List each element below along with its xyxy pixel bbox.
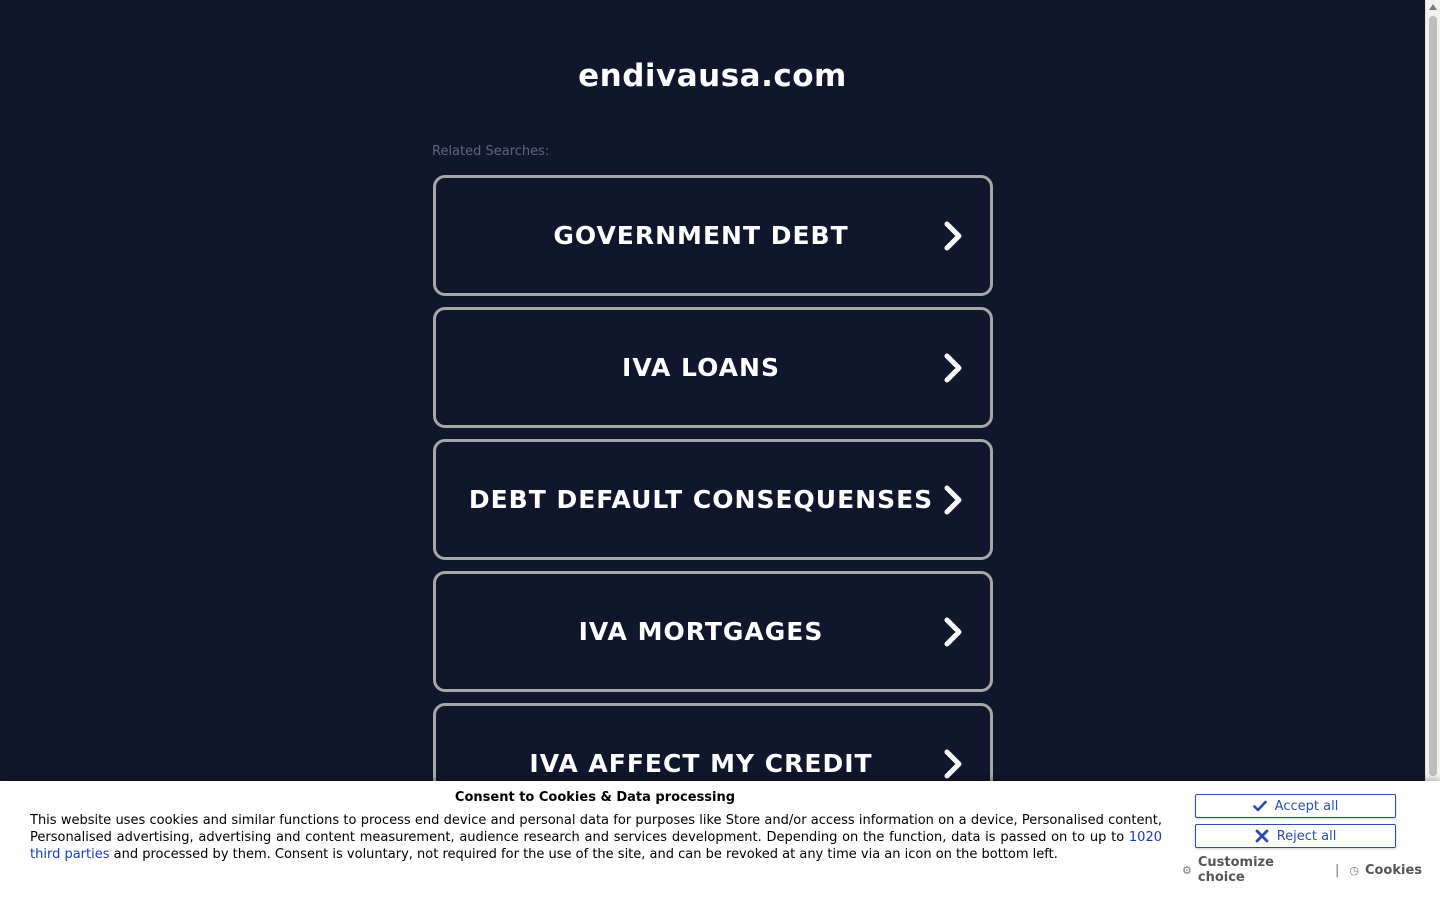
- related-searches-label: Related Searches:: [432, 144, 550, 159]
- search-item-label: IVA LOANS: [622, 353, 780, 382]
- cookie-icon: ◷: [1349, 863, 1359, 877]
- accept-all-button[interactable]: [1195, 794, 1396, 818]
- cookie-consent-banner: [0, 781, 1440, 900]
- search-item-iva-mortgages[interactable]: [433, 571, 993, 692]
- gear-icon: ⚙: [1182, 863, 1192, 877]
- chevron-right-icon: [942, 220, 964, 252]
- search-item-label: IVA AFFECT MY CREDIT: [529, 749, 873, 778]
- search-item-label: GOVERNMENT DEBT: [553, 221, 849, 250]
- search-item-iva-loans[interactable]: [433, 307, 993, 428]
- chevron-right-icon: [942, 484, 964, 516]
- accept-all-label: Accept all: [1274, 798, 1339, 814]
- search-item-label: IVA MORTGAGES: [578, 617, 824, 646]
- search-item-label: DEBT DEFAULT CONSEQUENSES: [468, 485, 934, 514]
- scrollbar-thumb[interactable]: [1429, 16, 1437, 776]
- search-item-debt-default[interactable]: [433, 439, 993, 560]
- reject-all-button[interactable]: [1195, 824, 1396, 848]
- page-scrollbar[interactable]: [1425, 0, 1440, 900]
- reject-all-label: Reject all: [1276, 828, 1337, 844]
- checkmark-icon: [1253, 799, 1267, 813]
- third-parties-link[interactable]: 1020 third parties: [30, 830, 1162, 862]
- consent-text-before: This website uses cookies and similar functions to process end device and personal data for purposes like Store and/or access information on a device, Personalised content, Personalised advertising, advertising and content measurement, audience research and services development. Depending on the function, data is passed on to up to: [30, 813, 1162, 845]
- chevron-right-icon: [942, 352, 964, 384]
- site-title: endivausa.com: [578, 58, 847, 94]
- consent-text: [30, 812, 1162, 863]
- cookies-link[interactable]: Cookies: [1364, 862, 1422, 878]
- customize-choice-link[interactable]: Customize choice: [1197, 855, 1274, 885]
- close-icon: [1255, 829, 1269, 843]
- related-searches-list: [433, 175, 993, 835]
- link-separator: |: [1334, 862, 1340, 878]
- chevron-right-icon: [942, 616, 964, 648]
- scroll-up-arrow-icon[interactable]: [1429, 4, 1437, 10]
- chevron-right-icon: [942, 748, 964, 780]
- consent-title: Consent to Cookies & Data processing: [454, 790, 736, 805]
- consent-text-after: and processed by them. Consent is voluntary, not required for the use of the site, and can be revoked at any time via an icon on the bottom left.: [109, 847, 1058, 862]
- search-item-government-debt[interactable]: [433, 175, 993, 296]
- consent-links: [1182, 855, 1422, 885]
